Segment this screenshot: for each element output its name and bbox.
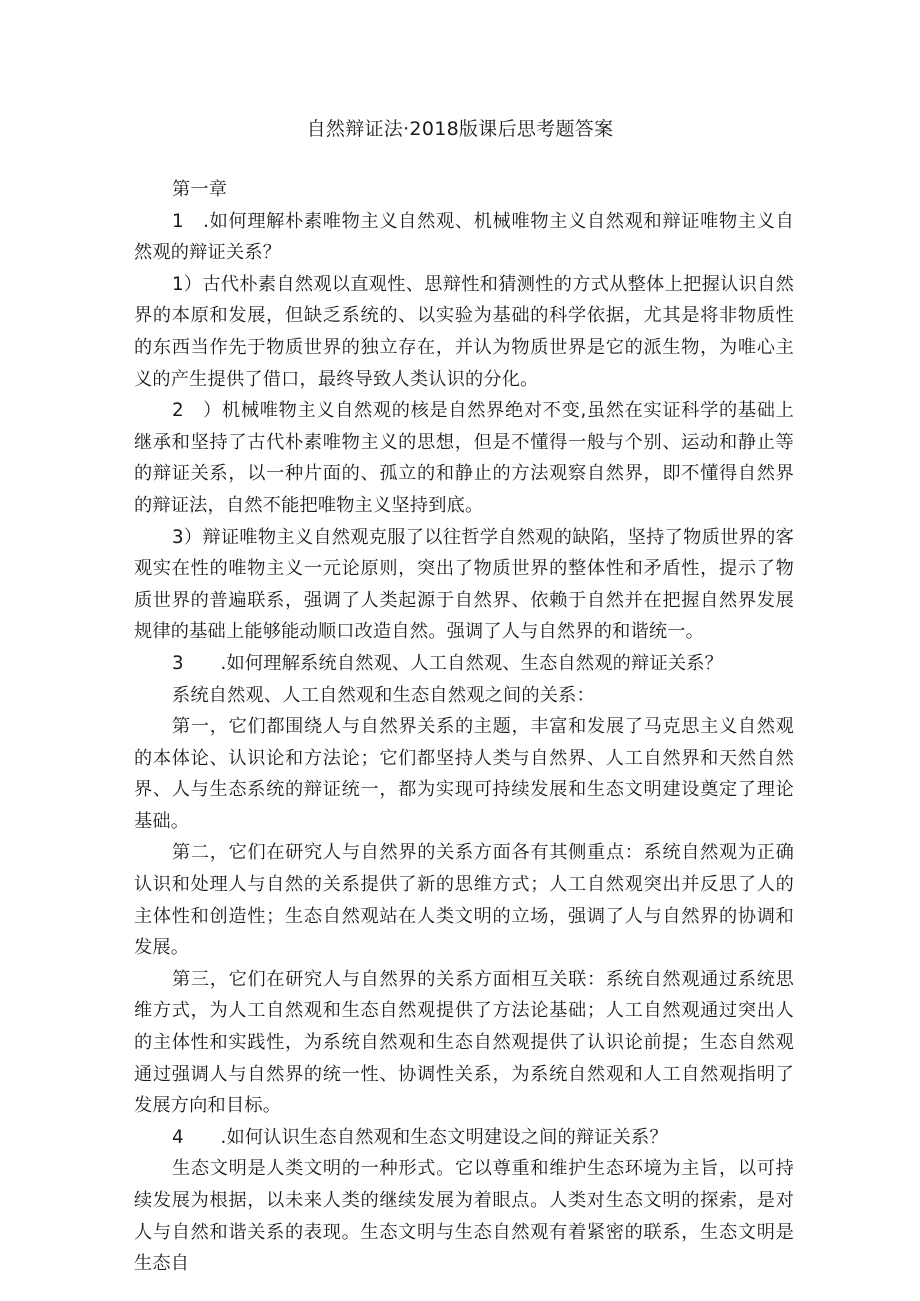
answer-paragraph: 第二，它们在研究人与自然界的关系方面各有其侧重点：系统自然观为正确认识和处理人与自然的关系提供了新的思维方式；人工自然观突出并反思了人的主体性和创造性；生态自然观站在人类文明的立场，强调了人与自然界的协调和发展。 [134, 842, 794, 959]
answer-paragraph: 2 ）机械唯物主义自然观的核是自然界绝对不变,虽然在实证科学的基础上继承和坚持了古代朴素唯物主义的思想，但是不懂得一般与个别、运动和静止等的辩证关系，以一种片面的、孤立的和静止的方法观察自然界，即不懂得自然界的辩证法，自然不能把唯物主义坚持到底。 [134, 400, 794, 516]
question-4: 4 .如何认识生态自然观和生态文明建设之间的辩证关系？ [172, 1126, 668, 1148]
answer-paragraph: 3）辩证唯物主义自然观克服了以往哲学自然观的缺陷，坚持了物质世界的客观实在性的唯物主义一元论原则，突出了物质世界的整体性和矛盾性，提示了物质世界的普遍联系，强调了人类起源于自然界、依赖于自然并在把握自然界发展规律的基础上能够能动顺口改造自然。强调了人与自然界的和谐统一。 [134, 526, 794, 643]
answer-paragraph: 第一，它们都围绕人与自然界关系的主题，丰富和发展了马克思主义自然观的本体论、认识论和方法论；它们都坚持人类与自然界、人工自然界和天然自然界、人与生态系统的辩证统一，都为实现可持续发展和生态文明建设奠定了理论基础。 [134, 716, 794, 832]
document-title: 自然辩证法·2018版课后思考题答案 [306, 118, 614, 140]
question-3: 3 .如何理解系统自然观、人工自然观、生态自然观的辩证关系？ [172, 652, 723, 674]
answer-paragraph: 1）古代朴素自然观以直观性、思辩性和猜测性的方式从整体上把握认识自然界的本原和发展，但缺乏系统的、以实验为基础的科学依据，尤其是将非物质性的东西当作先于物质世界的独立存在，并认为物质世界是它的派生物，为唯心主义的产生提供了借口，最终导致人类认识的分化。 [134, 273, 794, 390]
answer-paragraph: 生态文明是人类文明的一种形式。它以尊重和维护生态环境为主旨，以可持续发展为根据，以未来人类的继续发展为着眼点。人类对生态文明的探索，是对人与自然和谐关系的表现。生态文明与生态自然观有着紧密的联系，生态文明是生态自 [134, 1158, 794, 1275]
document-body [134, 174, 794, 1280]
answer-paragraph: 系统自然观、人工自然观和生态自然观之间的关系： [172, 684, 595, 706]
question-1: 1 .如何理解朴素唯物主义自然观、机械唯物主义自然观和辩证唯物主义自然观的辩证关系？ [134, 210, 794, 264]
answer-paragraph: 第三，它们在研究人与自然界的关系方面相互关联：系统自然观通过系统思维方式，为人工自然观和生态自然观提供了方法论基础；人工自然观通过突出人的主体性和实践性，为系统自然观和生态自然观提供了认识论前提；生态自然观通过强调人与自然界的统一性、协调性关系，为系统自然观和人工自然观指明了发展方向和目标。 [134, 968, 794, 1117]
chapter-heading: 第一章 [172, 179, 228, 200]
